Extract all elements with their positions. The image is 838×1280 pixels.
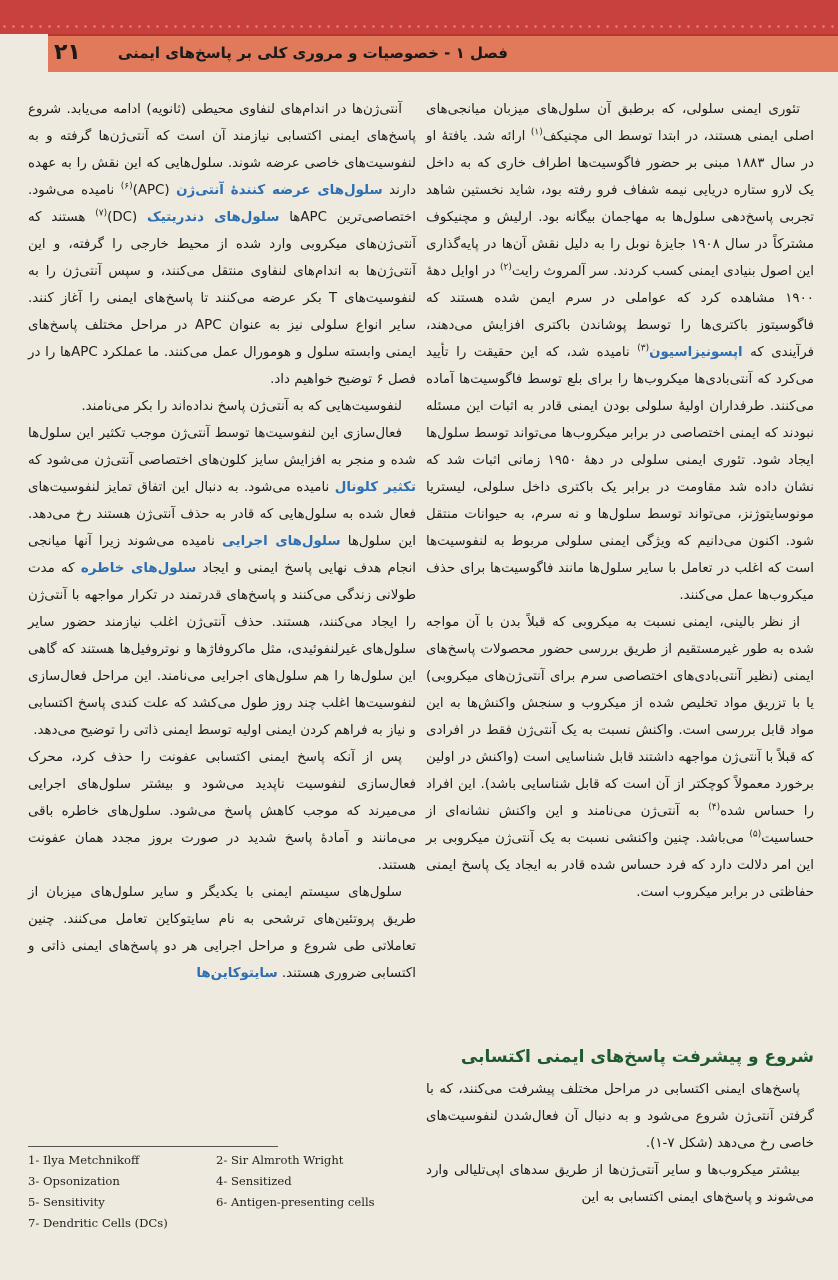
keyword-memory-cells: سلول‌های خاطره <box>80 561 197 576</box>
footnote: 6- Antigen-presenting cells <box>216 1195 375 1209</box>
footnote: 4- Sensitized <box>216 1174 292 1188</box>
top-color-band <box>0 0 838 34</box>
paragraph: از نظر بالینی، ایمنی نسبت به میکروبی که قبلاً بدن با آن مواجه شده به طور غیرمستقیم از طریق بررسی حضور محصولات پاسخ‌های ایمنی (نظیر آنتی‌بادی‌های اختصاصی سرم برای آنتی‌ژن‌های میکروبی) یا با تزریق مواد تخلیص شده از میکروب و سنجش واکنش‌ها به این مواد قابل بررسی است. واکنش نسبت به یک آنتی‌ژن فقط در افرادی که قبلاً با آنتی‌ژن مواجهه داشتند قابل شناسایی است (واکنش در اولین برخورد معمولاً کوچکتر از آن است که قابل شناسایی باشد). این افراد را حساس شده$^{(۴)}$ به آنتی‌ژن می‌نامند و این واکنش نشانه‌ای از حساسیت$^{(۵)}$ می‌باشد. چنین واکنشی نسبت به یک آنتی‌ژن میکروبی بر این امر دلالت دارد که فرد حساس شده قادر به ایجاد یک پاسخ ایمنی حفاظتی در برابر میکروب است. <box>426 615 814 900</box>
paragraph: پاسخ‌های ایمنی اکتسابی در مراحل مختلف پیشرفت می‌کنند، که با گرفتن آنتی‌ژن شروع می‌شود و به دنبال آن فعال‌شدن لنفوسیت‌های خاصی رخ می‌دهد (شکل ۷-۱). <box>426 1082 814 1151</box>
footnote: 2- Sir Almroth Wright <box>216 1153 344 1167</box>
keyword-opsonization: اپسونیزاسیون <box>649 345 743 360</box>
footnote: 3- Opsonization <box>28 1174 120 1188</box>
keyword-clonal-expansion: تکثیر کلونال <box>334 480 416 495</box>
footnote-ref: (۶) <box>120 181 133 192</box>
footnote: 5- Sensitivity <box>28 1195 105 1209</box>
footnote-ref: (۵) <box>749 829 762 840</box>
paragraph: آنتی‌ژن‌ها در اندام‌های لنفاوی محیطی (ثانویه) ادامه می‌یابد. شروع پاسخ‌های ایمنی اکتسابی نیازمند آن است که آنتی‌ژن‌ها گرفته و به لنفوسیت‌های خاصی عرضه شوند. سلول‌هایی که این نقش را به عهده دارند سلول‌های عرضه کنندهٔ آنتی‌ژن (APC)$^{(۶)}$ نامیده می‌شود. اختصاصی‌ترین APCها سلول‌های دندریتیک (DC)$^{(۷)}$ هستند که آنتی‌ژن‌های میکروبی وارد شده از محیط خارجی را گرفته، و این آنتی‌ژن‌ها به اندام‌های لنفاوی منتقل می‌کنند، و سپس آنتی‌ژن را به لنفوسیت‌های T بکر عرضه می‌کنند تا پاسخ‌های ایمنی را آغاز کنند. سایر انواع سلولی نیز به عنوان APC در مراحل مختلف پاسخ‌های ایمنی وابسته سلول و هومورال عمل می‌کنند. ما عملکرد APCها را در فصل ۶ توضیح خواهیم داد. <box>28 102 417 387</box>
right-column <box>426 96 814 906</box>
paragraph: پس از آنکه پاسخ ایمنی اکتسابی عفونت را حذف کرد، محرک فعال‌سازی لنفوسیت ناپدید می‌شود و بیشتر سلول‌های اجرایی می‌میرند که موجب کاهش پاسخ می‌شود. سلول‌های خاطره باقی می‌مانند و آمادهٔ پاسخ شدید در صورت بروز مجدد همان عفونت هستند. <box>28 750 416 873</box>
footnote-ref: (۱) <box>530 127 543 138</box>
paragraph: سلول‌های سیستم ایمنی با یکدیگر و سایر سلول‌های میزبان از طریق پروتئین‌های ترشحی به نام سایتوکاین تعامل می‌کنند. چنین تعاملاتی طی شروع و مراحل اجرایی هر دو پاسخ‌های ایمنی ذاتی و اکتسابی ضروری هستند. سایتوکاین‌ها <box>28 885 416 981</box>
band-dot-pattern <box>0 22 838 32</box>
footnote-ref: (۳) <box>637 343 650 354</box>
keyword-apc: سلول‌های عرضه کنندهٔ آنتی‌ژن <box>176 183 383 198</box>
footnote-ref: (۴) <box>708 802 721 813</box>
footnote-divider <box>28 1146 278 1147</box>
keyword-effector-cells: سلول‌های اجرایی <box>222 534 341 549</box>
footnote-ref: (۷) <box>95 208 108 219</box>
footnote: 1- Ilya Metchnikoff <box>28 1153 140 1167</box>
section-body <box>426 1076 814 1211</box>
paragraph: تئوری ایمنی سلولی، که برطبق آن سلول‌های میزبان میانجی‌های اصلی ایمنی هستند، در ابتدا توسط الی مچنیکف$^{(۱)}$ ارائه شد. یافتهٔ او در سال ۱۸۸۳ مبنی بر حضور فاگوسیت‌ها اطراف خاری که به داخل یک لارو ستاره دریایی نیمه شفاف فرو رفته بود، شاید نخستین شاهد تجربی پاسخ‌دهی سلول‌ها به مهاجمان بیگانه بود. ارلیش و مچنیکوف مشترکاً در سال ۱۹۰۸ جایزهٔ نوبل را به دلیل نقش آن‌ها در پایه‌گذاری این اصول بنیادی ایمنی کسب کردند. سر آلمروث رایت$^{(۲)}$ در اوایل دههٔ ۱۹۰۰ مشاهده کرد که عواملی در سرم ایمن شده هستند که فاگوسیتوز باکتری‌ها را توسط پوشاندن باکتری افزایش می‌دهند، فرآیندی که اپسونیزاسیون$^{(۳)}$ نامیده شد، که این حقیقت را تأیید می‌کرد که آنتی‌بادی‌ها میکروب‌ها را برای بلع توسط فاگوسیت‌ها آماده می‌کنند. طرفداران اولیهٔ سلولی بودن ایمنی قادر به اثبات این مسئله نبودند که ایمنی اختصاصی در برابر میکروب‌ها می‌تواند توسط سلول‌ها ایجاد شود. تئوری ایمنی سلولی در دههٔ ۱۹۵۰ زمانی اثبات شد که نشان داده شد مقاومت در برابر یک باکتری داخل سلولی، لیستریا مونوسایتوژنز، می‌تواند توسط سلول‌ها و نه سرم، به حیوانات منتقل شود. اکنون می‌دانیم که ویژگی ایمنی سلولی مربوط به لنفوسیت‌ها است که اغلب در تعامل با سایر سلول‌ها مانند فاگوسیت‌ها برای حذف میکروب‌ها عمل می‌کنند. <box>426 102 814 603</box>
footnote-ref: (۲) <box>499 262 512 273</box>
page-number: ۲۱ <box>54 40 81 65</box>
paragraph: لنفوسیت‌هایی که به آنتی‌ژن پاسخ نداده‌اند را بکر می‌نامند. <box>81 399 402 414</box>
footnote: 7- Dendritic Cells (DCs) <box>28 1216 168 1230</box>
keyword-cytokines: سایتوکاین‌ها <box>196 966 278 981</box>
footnotes <box>28 1150 428 1234</box>
section-heading: شروع و پیشرفت پاسخ‌های ایمنی اکتسابی <box>460 1047 814 1067</box>
left-column <box>28 96 416 987</box>
paragraph: فعال‌سازی این لنفوسیت‌ها توسط آنتی‌ژن موجب تکثیر این سلول‌ها شده و منجر به افزایش سایز کلون‌های اختصاصی آنتی‌ژن می‌شود که تکثیر کلونال نامیده می‌شود. به دنبال این اتفاق تمایز لنفوسیت‌های فعال شده به سلول‌هایی که قادر به حذف آنتی‌ژن هستند رخ می‌دهد. این سلول‌ها سلول‌های اجرایی نامیده می‌شوند زیرا آنها میانجی انجام هدف نهایی پاسخ ایمنی و ایجاد سلول‌های خاطره که مدت طولانی زندگی می‌کنند و پاسخ‌های قدرتمند در تکرار مواجهه با آنتی‌ژن را ایجاد می‌کنند، هستند. حذف آنتی‌ژن اغلب نیازمند حضور سایر سلول‌های غیرلنفوئیدی، مثل ماکروفاژها و نوتروفیل‌ها هستند که گاهی این سلول‌ها را هم سلول‌های اجرایی می‌نامند. این مراحل فعال‌سازی لنفوسیت‌ها اغلب چند روز طول می‌کشد که علت کندی پاسخ اکتسابی و نیاز به فراهم کردن ایمنی اولیه توسط ایمنی ذاتی را توضیح می‌دهد. <box>28 426 417 738</box>
chapter-title: فصل ۱ - خصوصیات و مروری کلی بر پاسخ‌های ایمنی <box>117 44 508 62</box>
paragraph: بیشتر میکروب‌ها و سایر آنتی‌ژن‌ها از طریق سدهای اپی‌تلیالی وارد می‌شوند و پاسخ‌های ایمنی اکتسابی به این <box>426 1163 814 1205</box>
keyword-dendritic-cells: سلول‌های دندریتیک <box>147 210 280 225</box>
